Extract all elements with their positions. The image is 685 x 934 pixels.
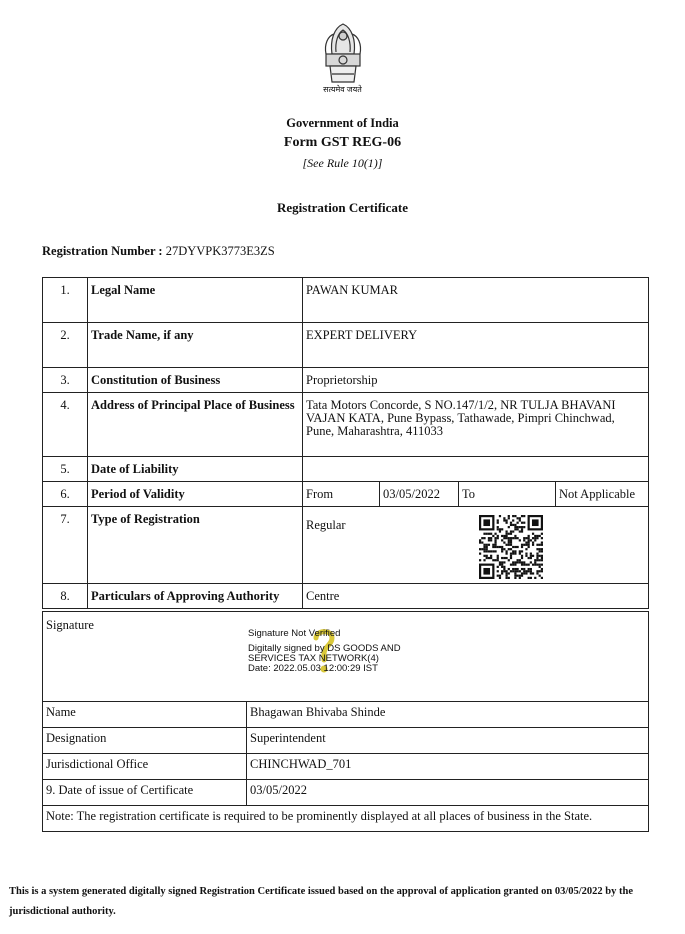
row-label: Particulars of Approving Authority [88,584,303,609]
row-label: Legal Name [88,278,303,323]
validity-to-value: Not Applicable [556,482,649,507]
row-number: 7. [43,507,88,584]
row-number: 1. [43,278,88,323]
rule-reference: [See Rule 10(1)] [302,156,383,170]
registration-type-value: Regular [303,507,649,584]
table-row [43,393,649,457]
table-row [43,584,649,609]
table-row [43,482,649,507]
row-label: Address of Principal Place of Business [88,393,303,457]
government-heading: Government of India [286,116,399,130]
row-label: Constitution of Business [88,368,303,393]
legal-name-value: PAWAN KUMAR [303,278,649,323]
registration-number-value: 27DYVPK3773E3ZS [165,244,275,258]
registration-number [42,244,275,259]
row-number: 3. [43,368,88,393]
row-label: Date of Liability [88,457,303,482]
registration-details-table [42,277,649,609]
row-number: 5. [43,457,88,482]
certificate-title: Registration Certificate [276,200,409,215]
table-row [43,728,649,754]
approving-authority-value: Centre [303,584,649,609]
signature-label: Signature [46,618,94,632]
row-number: 8. [43,584,88,609]
authority-label: Name [43,702,247,728]
signature-status: Signature Not Verified [248,628,341,639]
authority-value: CHINCHWAD_701 [247,754,649,780]
emblem-motto: सत्यमेव जयते [323,85,362,94]
authority-label: Designation [43,728,247,754]
digital-signature-details [248,629,401,674]
authority-label: 9. Date of issue of Certificate [43,780,247,806]
table-row [43,278,649,323]
row-number: 6. [43,482,88,507]
table-row [43,507,649,584]
row-label: Type of Registration [88,507,303,584]
table-row [43,780,649,806]
row-number: 4. [43,393,88,457]
registration-number-label: Registration Number : [42,244,163,258]
signature-date: Date: 2022.05.03 12:00:29 IST [248,663,378,674]
date-of-liability-value [303,457,649,482]
authority-value: Bhagawan Bhivaba Shinde [247,702,649,728]
table-row [43,323,649,368]
qr-code-icon [479,515,543,579]
validity-from-value: 03/05/2022 [380,482,459,507]
signature-signer: Digitally signed by DS GOODS AND [248,643,401,654]
row-label: Trade Name, if any [88,323,303,368]
system-generated-footer: This is a system generated digitally signed Registration Certificate issued based on the approval of application granted on 03/05/2022 by the jurisdictional authority. [9,886,633,917]
validity-from-label: From [303,482,380,507]
validity-to-label: To [459,482,556,507]
address-value: Tata Motors Concorde, S NO.147/1/2, NR TULJA BHAVANI VAJAN KATA, Pune Bypass, Tathawade, Pimpri Chinchwad, Pune, Maharashtra, 411033 [303,393,649,457]
table-row [43,368,649,393]
authority-value: Superintendent [247,728,649,754]
signature-box [42,611,649,702]
row-number: 2. [43,323,88,368]
trade-name-value: EXPERT DELIVERY [303,323,649,368]
state-emblem-icon [318,14,368,94]
form-title: Form GST REG-06 [283,135,402,150]
constitution-value: Proprietorship [303,368,649,393]
signature-signer-org: SERVICES TAX NETWORK(4) [248,653,379,664]
table-row [43,754,649,780]
table-row [43,457,649,482]
authority-label: Jurisdictional Office [43,754,247,780]
authority-value: 03/05/2022 [247,780,649,806]
table-row [43,702,649,728]
row-label: Period of Validity [88,482,303,507]
authority-table [42,701,649,832]
display-note: Note: The registration certificate is required to be prominently displayed at all places of business in the State. [43,806,649,832]
table-row [43,806,649,832]
